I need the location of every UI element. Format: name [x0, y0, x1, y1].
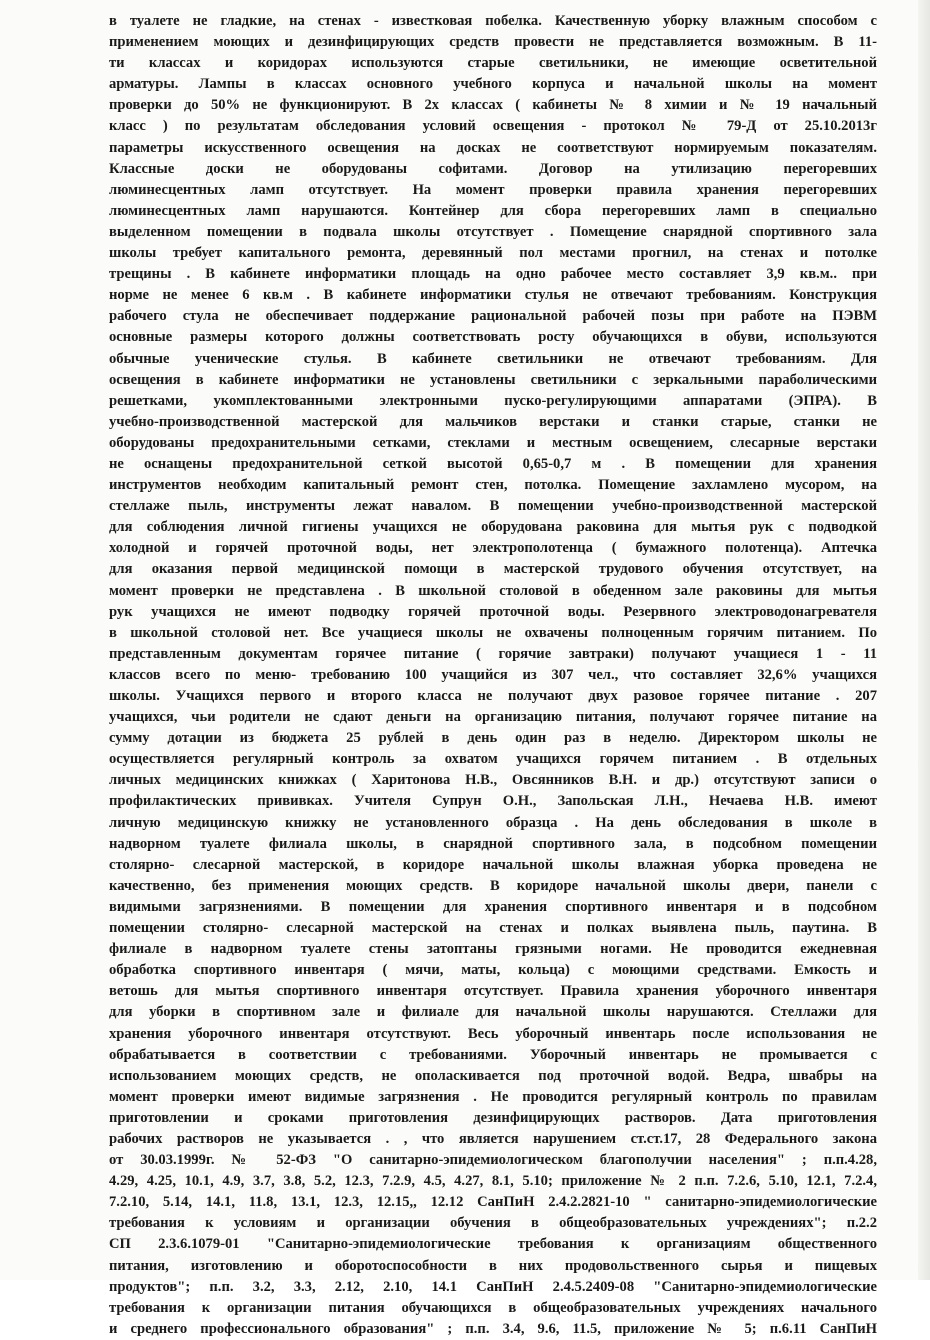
text-line: и среднего профессионального образования" ; п.п. 3.4, 9.6, 11.5, приложение № 5; п.6.11 СанПиН [109, 1320, 877, 1337]
text-line: рабочих растворов не указывается . , что является нарушением ст.ст.17, 28 Федерального закона [109, 1130, 877, 1147]
text-line: параметры искусственного освещения на досках не соответствуют нормируемым показателям. [109, 139, 877, 156]
text-line: холодной и горячей проточной воды, нет электрополотенца ( бумажного полотенца). Аптечка [109, 540, 877, 557]
text-line: требования к организации питания обучающихся в общеобразовательных учреждениях начального [109, 1299, 877, 1316]
text-line: оборудованы предохранительными сетками, стеклами и местным освещением, слесарные верстаки [109, 434, 877, 451]
text-line: приготовлении и сроками приготовления дезинфицирующих растворов. Дата приготовления [109, 1109, 877, 1126]
text-line: использованием моющих средств, не ополаскивается под проточной водой. Ведра, швабры на [109, 1067, 877, 1084]
text-line: обрабатывается в соответствии с требованиями. Уборочный инвентарь не промывается с [109, 1046, 877, 1063]
text-line: для уборки в спортивном зале и филиале для начальной школы нарушаются. Стеллажи для [109, 1004, 877, 1021]
text-line: столярно- слесарной мастерской, в коридоре начальной школы влажная уборка проведена не [109, 856, 877, 873]
text-line: Классные доски не оборудованы софитами. Договор на утилизацию перегоревших [109, 160, 877, 177]
text-line: люминесцентных ламп нарушаются. Контейнер для сбора перегоревших ламп в специально [109, 202, 877, 219]
text-line: рук учащихся не имеют подводку горячей проточной воды. Резервного электроводонагревателя [109, 603, 877, 620]
scan-edge [918, 0, 930, 1280]
text-line: видимыми загрязнениями. В помещении для хранения спортивного инвентаря и в подсобном [109, 898, 877, 915]
text-line: для соблюдения личной гигиены учащихся не оборудована раковина для мытья рук с подводкой [109, 519, 877, 536]
text-line: применением моющих и дезинфицирующих средств провести не представляется возможным. В 11- [109, 34, 877, 51]
text-line: ветошь для мытья спортивного инвентаря отсутствует. Правила хранения уборочного инвентаря [109, 983, 877, 1000]
text-line: требования к условиям и организации обучения в общеобразовательных учреждениях"; п.2.2 [109, 1215, 877, 1232]
text-line: стеллаже пыль, инструменты лежат навалом. В помещении учебно-производственной мастерской [109, 498, 877, 515]
text-line: 7.2.10, 5.14, 14.1, 11.8, 13.1, 12.3, 12.15,, 12.12 СанПиН 2.4.2.2821-10 " санитарно-эпидемиологические [109, 1194, 877, 1211]
text-line: личную медицинскую книжку не установленного образца . На день обследования в школе в [109, 814, 877, 831]
text-line: филиале в надворном туалете стены затоптаны грязными ногами. Не проводится ежедневная [109, 941, 877, 958]
text-line: освещения в кабинете информатики не установлены светильники с зеркальными параболическими [109, 371, 877, 388]
text-line: обычные ученические стулья. В кабинете светильники не отвечают требованиям. Для [109, 350, 877, 367]
document-body-text [109, 11, 877, 1340]
text-line: обработка спортивного инвентаря ( мячи, маты, кольца) с моющими средствами. Емкость и [109, 962, 877, 979]
text-line: трещины . В кабинете информатики площадь на одно рабочее место составляет 3,9 кв.м.. при [109, 266, 877, 283]
text-line: ти классах и коридорах используются старые светильники, не имеющие осветительной [109, 55, 877, 72]
text-line: учебно-производственной мастерской для мальчиков верстаки и станки старые, станки не [109, 413, 877, 430]
text-line: в туалете не гладкие, на стенах - известковая побелка. Качественную уборку влажным способом с [109, 13, 877, 29]
text-line: 4.29, 4.25, 10.1, 4.9, 3.7, 3.8, 5.2, 12.3, 7.2.9, 4.5, 4.27, 8.1, 5.10; приложение № 2 п.п. 7.2.6, 5.10, 12.1, 7.2.4, [109, 1173, 877, 1190]
text-line: инструментов необходим капитальный ремонт стен, потолка. Помещение захламлено мусором, на [109, 477, 877, 494]
text-line: от 30.03.1999г. № 52-ФЗ "О санитарно-эпидемиологическом благополучии населения" ; п.п.4.28, [109, 1152, 877, 1169]
text-line: в школьной столовой нет. Все учащиеся школы не охвачены полноценным горячим питанием. По [109, 624, 877, 641]
text-line: школы. Учащихся первого и второго класса не получают двух разовое горячее питание . 207 [109, 688, 877, 704]
text-line: не оснащены предохранительной сеткой высотой 0,65-0,7 м . В помещении для хранения [109, 455, 877, 472]
text-line: арматуры. Лампы в классах основного учебного корпуса и начальной школы на момент [109, 76, 877, 93]
text-line: помещении столярно- слесарной мастерской на стенах и полках выявлена пыль, паутина. В [109, 920, 877, 937]
text-line: учащихся, чьи родители не сдают деньги на организацию питания, получают горячее питание на [109, 709, 877, 726]
text-line: основные размеры которого должны соответствовать росту обучающихся в обуви, используются [109, 329, 877, 346]
text-line: момент проверки имеют видимые загрязнения . Не проводится регулярный контроль по правилам [109, 1088, 877, 1105]
text-line: представленным документам горячее питание ( горячие завтраки) получают учащиеся 1 - 11 [109, 645, 877, 662]
text-line: хранения уборочного инвентаря отсутствуют. Весь уборочный инвентарь после использования не [109, 1025, 877, 1042]
text-line: продуктов"; п.п. 3.2, 3.3, 2.12, 2.10, 14.1 СанПиН 2.4.5.2409-08 "Санитарно-эпидемиологические [109, 1278, 877, 1295]
text-line: качественно, без применения моющих средств. В коридоре начальной школы двери, панели с [109, 877, 877, 894]
text-line: питания, изготовлению и оборотоспособности в них продовольственного сырья и пищевых [109, 1257, 877, 1274]
text-line: норме не менее 6 кв.м . В кабинете информатики стулья не отвечают требованиям. Конструкция [109, 287, 877, 304]
text-line: осуществляется регулярный контроль за охватом учащихся горячем питанием . В отдельных [109, 751, 877, 768]
text-line: СП 2.3.6.1079-01 "Санитарно-эпидемиологические требования к организациям общественного [109, 1236, 877, 1253]
text-line: решетками, укомплектованными электронными пуско-регулирующими аппаратами (ЭПРА). В [109, 392, 877, 409]
text-line: сумму дотации из бюджета 25 рублей в день один раз в неделю. Директором школы не [109, 730, 877, 747]
text-line: профилактических прививках. Учителя Супрун О.Н., Запольская Л.Н., Нечаева Н.В. имеют [109, 793, 877, 810]
text-line: рабочего стула не обеспечивает поддержание рациональной рабочей позы при работе на ПЭВМ [109, 308, 877, 325]
text-line: классов всего по меню- требованию 100 учащийся из 307 чел., что составляет 32,6% учащихся [109, 666, 877, 683]
text-line: момент проверки не представлена . В школьной столовой в обеденном зале раковины для мытья [109, 582, 877, 599]
text-line: надворном туалете филиала школы, в снарядной спортивного зала, в подсобном помещении [109, 835, 877, 852]
text-line: люминесцентных ламп отсутствует. На момент проверки правила хранения перегоревших [109, 181, 877, 198]
text-line: для оказания первой медицинской помощи в мастерской трудового обучения отсутствует, на [109, 561, 877, 578]
text-line: школы требует капитального ремонта, деревянный пол местами прогнил, на стенах и потолке [109, 245, 877, 262]
text-line: проверки до 50% не функционируют. В 2х классах ( кабинеты № 8 химии и № 19 начальный [109, 97, 877, 114]
text-line: класс ) по результатам обследования условий освещения - протокол № 79-Д от 25.10.2013г [109, 118, 877, 135]
text-line: личных медицинских книжках ( Харитонова Н.В., Овсянников В.Н. и др.) отсутствуют записи о [109, 772, 877, 789]
text-line: выделенном помещении в подвала школы отсутствует . Помещение снарядной спортивного зала [109, 223, 877, 240]
